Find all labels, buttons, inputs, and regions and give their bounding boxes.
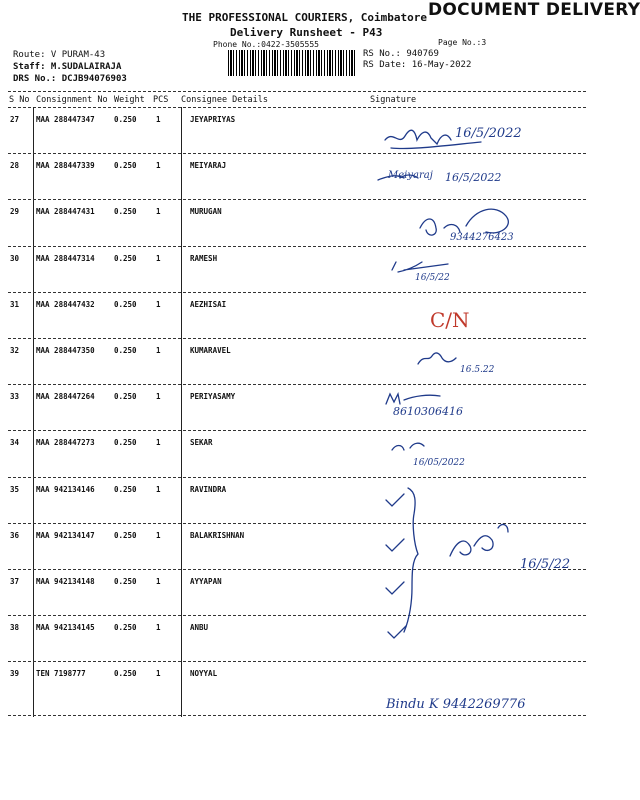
row-sno: 35: [10, 484, 20, 494]
row-sno: 32: [10, 346, 20, 355]
signature-date: 16/05/2022: [413, 458, 465, 468]
signature-recipient: Bindu K 9442269776: [386, 697, 526, 712]
signature-date: 16/5/2022: [455, 126, 522, 141]
signature-scribble: [418, 353, 456, 364]
row-consignment-no: MAA 288447264: [36, 392, 95, 402]
row-consignee: AEZHISAI: [190, 299, 227, 309]
row-consignee: MURUGAN: [190, 207, 222, 217]
signature-scribble: [392, 262, 448, 272]
signature-date: 16.5.22: [460, 365, 495, 375]
row-sno: 33: [10, 392, 20, 402]
row-consignment-no: MAA 288447347: [36, 115, 95, 124]
col-header-pcs: PCS: [153, 95, 169, 105]
row-consignee: JEYAPRIYAS: [190, 115, 236, 124]
row-consignee: AYYAPAN: [190, 577, 222, 586]
check-mark: [386, 494, 404, 506]
runsheet-title: Delivery Runsheet - P43: [230, 26, 383, 39]
row-sno: 27: [10, 115, 20, 124]
row-pcs: 1: [156, 207, 161, 217]
drs-number: DRS No.: DCJB94076903: [13, 74, 127, 84]
row-weight: 0.250: [114, 207, 137, 217]
signature-scribble: [386, 394, 440, 404]
row-sno: 29: [10, 207, 20, 217]
row-sno: 39: [10, 669, 20, 679]
row-pcs: 1: [156, 299, 161, 309]
row-pcs: 1: [156, 484, 161, 494]
row-consignment-no: MAA 942134145: [36, 623, 95, 633]
row-pcs: 1: [156, 392, 161, 402]
row-consignment-no: MAA 942134147: [36, 530, 95, 540]
row-consignee: RAVINDRA: [190, 484, 227, 494]
signature-date: 16/5/22: [415, 273, 450, 283]
row-weight: 0.250: [114, 115, 137, 124]
signature-date: 16/5/2022: [445, 171, 502, 184]
check-mark: [388, 626, 406, 638]
check-mark: [386, 539, 404, 551]
row-pcs: 1: [156, 161, 161, 171]
row-weight: 0.250: [114, 299, 137, 309]
row-weight: 0.250: [114, 669, 137, 679]
col-header-weight: Weight: [114, 95, 145, 105]
page-number: Page No.:3: [438, 38, 487, 47]
row-weight: 0.250: [114, 438, 137, 448]
row-pcs: 1: [156, 530, 161, 540]
row-weight: 0.250: [114, 392, 137, 402]
row-consignee: PERIYASAMY: [190, 392, 236, 402]
row-pcs: 1: [156, 669, 161, 679]
check-mark: [386, 582, 404, 594]
row-weight: 0.250: [114, 346, 137, 355]
signature-date: 16/5/22: [520, 557, 571, 572]
col-header-consignment: Consignment No: [36, 95, 108, 105]
row-sno: 37: [10, 577, 20, 586]
row-consignee: MEIYARAJ: [190, 161, 227, 171]
row-weight: 0.250: [114, 530, 137, 540]
row-consignee: NOYYAL: [190, 669, 218, 679]
row-sno: 34: [10, 438, 20, 448]
route-label: Route: V PURAM-43: [13, 50, 106, 60]
row-pcs: 1: [156, 115, 161, 124]
row-sno: 30: [10, 253, 20, 263]
signature-scribble: [450, 525, 508, 556]
row-consignment-no: MAA 288447431: [36, 207, 95, 217]
rs-number: RS No.: 940769: [363, 49, 439, 59]
row-sno: 31: [10, 299, 20, 309]
row-consignment-no: TEN 7198777: [36, 669, 86, 679]
signature-scribble: [392, 443, 424, 450]
row-consignee: RAMESH: [190, 253, 218, 263]
signature-phone: 9344276423: [450, 232, 514, 243]
row-pcs: 1: [156, 438, 161, 448]
signature-phone: 8610306416: [393, 405, 463, 418]
row-consignee: BALAKRISHNAN: [190, 530, 245, 540]
row-weight: 0.250: [114, 253, 137, 263]
row-pcs: 1: [156, 623, 161, 633]
row-consignee: SEKAR: [190, 438, 213, 448]
row-sno: 28: [10, 161, 20, 171]
row-consignment-no: MAA 942134148: [36, 577, 95, 586]
col-header-consignee: Consignee Details: [181, 95, 268, 105]
row-consignment-no: MAA 288447339: [36, 161, 95, 171]
row-consignment-no: MAA 288447273: [36, 438, 95, 448]
col-header-signature: Signature: [370, 95, 417, 105]
row-pcs: 1: [156, 577, 161, 586]
row-weight: 0.250: [114, 161, 137, 171]
row-pcs: 1: [156, 253, 161, 263]
row-weight: 0.250: [114, 623, 137, 633]
rs-date: RS Date: 16-May-2022: [363, 60, 472, 70]
row-consignment-no: MAA 288447350: [36, 346, 95, 355]
row-consignment-no: MAA 288447432: [36, 299, 95, 309]
row-consignee: KUMARAVEL: [190, 346, 231, 355]
col-header-sno: S No: [9, 95, 30, 105]
document-delivery-stamp: DOCUMENT DELIVERY: [428, 0, 640, 20]
signature-cn-mark: C/N: [430, 308, 470, 332]
row-consignment-no: MAA 288447314: [36, 253, 95, 263]
row-weight: 0.250: [114, 577, 137, 586]
row-consignment-no: MAA 942134146: [36, 484, 95, 494]
row-sno: 36: [10, 530, 20, 540]
phone-number: Phone No.:0422-3505555: [213, 40, 319, 49]
signature-name: Meiyaraj: [388, 170, 433, 181]
row-pcs: 1: [156, 346, 161, 355]
row-weight: 0.250: [114, 484, 137, 494]
company-title: THE PROFESSIONAL COURIERS, Coimbatore: [182, 11, 428, 24]
row-sno: 38: [10, 623, 20, 633]
staff-label: Staff: M.SUDALAIRAJA: [13, 62, 122, 72]
bracket-mark: [404, 488, 418, 632]
row-consignee: ANBU: [190, 623, 209, 633]
